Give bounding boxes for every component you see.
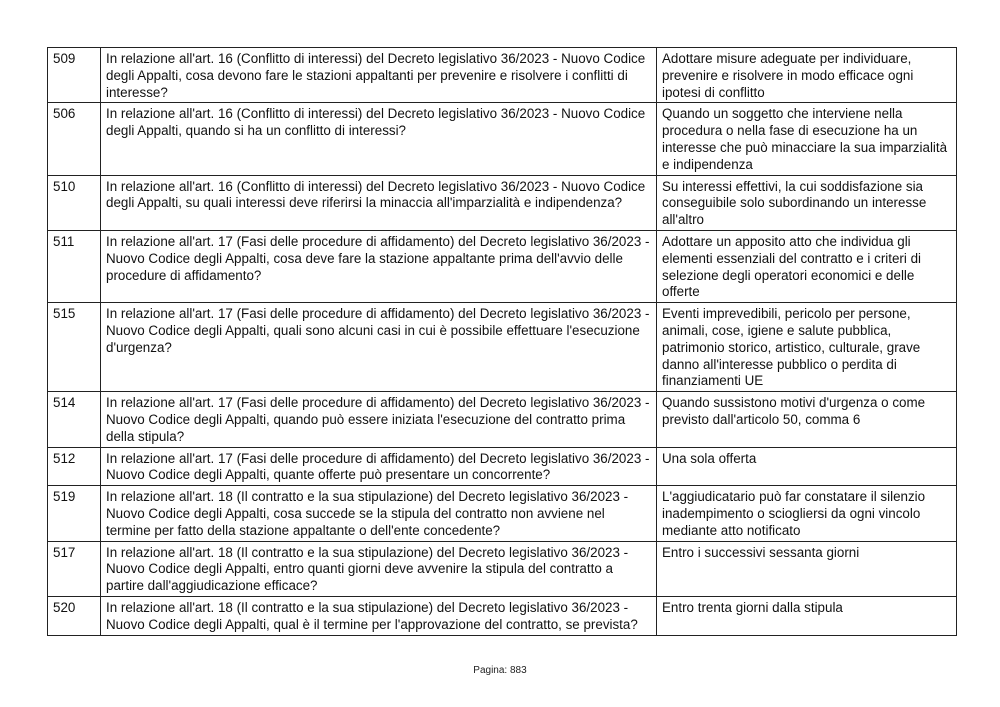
question-number: 510 — [48, 175, 101, 230]
question-number: 515 — [48, 303, 101, 392]
answer-text: Quando un soggetto che interviene nella procedura o nella fase di esecuzione ha un interesse che può minacciare la sua imparzialità e indipendenza — [657, 103, 957, 175]
table-row — [48, 447, 957, 486]
page-number: Pagina: 883 — [473, 665, 527, 676]
question-number: 514 — [48, 392, 101, 447]
answer-text: L'aggiudicatario può far constatare il silenzio inadempimento o sciogliersi da ogni vincolo mediante atto notificato — [657, 486, 957, 541]
table-row — [48, 596, 957, 635]
question-text: In relazione all'art. 18 (Il contratto e la sua stipulazione) del Decreto legislativo 36/2023 - Nuovo Codice degli Appalti, qual è il termine per l'approvazione del contratto, se prevista? — [101, 596, 657, 635]
table-row — [48, 103, 957, 175]
question-text: In relazione all'art. 17 (Fasi delle procedure di affidamento) del Decreto legislativo 36/2023 - Nuovo Codice degli Appalti, cosa deve fare la stazione appaltante prima dell'avvio delle procedure di affidamento? — [101, 230, 657, 302]
table-row — [48, 392, 957, 447]
question-number: 517 — [48, 541, 101, 596]
question-number: 520 — [48, 596, 101, 635]
answer-text: Eventi imprevedibili, pericolo per persone, animali, cose, igiene e salute pubblica, patrimonio storico, artistico, culturale, grave danno all'interesse pubblico o perdita di finanziamenti UE — [657, 303, 957, 392]
table-row — [48, 541, 957, 596]
question-text: In relazione all'art. 17 (Fasi delle procedure di affidamento) del Decreto legislativo 36/2023 - Nuovo Codice degli Appalti, quando può essere iniziata l'esecuzione del contratto prima della stipula? — [101, 392, 657, 447]
question-number: 511 — [48, 230, 101, 302]
questions-table — [47, 47, 957, 636]
question-text: In relazione all'art. 18 (Il contratto e la sua stipulazione) del Decreto legislativo 36/2023 - Nuovo Codice degli Appalti, cosa succede se la stipula del contratto non avviene nel termine per fatto della stazione appaltante o dell'ente concedente? — [101, 486, 657, 541]
table-row — [48, 230, 957, 302]
question-text: In relazione all'art. 16 (Conflitto di interessi) del Decreto legislativo 36/2023 - Nuovo Codice degli Appalti, quando si ha un conflitto di interessi? — [101, 103, 657, 175]
table-row — [48, 303, 957, 392]
question-text: In relazione all'art. 18 (Il contratto e la sua stipulazione) del Decreto legislativo 36/2023 - Nuovo Codice degli Appalti, entro quanti giorni deve avvenire la stipula del contratto a partire dall'aggiudicazione efficace? — [101, 541, 657, 596]
answer-text: Entro trenta giorni dalla stipula — [657, 596, 957, 635]
question-text: In relazione all'art. 17 (Fasi delle procedure di affidamento) del Decreto legislativo 36/2023 - Nuovo Codice degli Appalti, quali sono alcuni casi in cui è possibile effettuare l'esecuzione d'urgenza? — [101, 303, 657, 392]
table-row — [48, 48, 957, 103]
answer-text: Una sola offerta — [657, 447, 957, 486]
question-number: 512 — [48, 447, 101, 486]
questions-table-body — [48, 48, 957, 636]
answer-text: Adottare un apposito atto che individua gli elementi essenziali del contratto e i criteri di selezione degli operatori economici e delle offerte — [657, 230, 957, 302]
question-text: In relazione all'art. 16 (Conflitto di interessi) del Decreto legislativo 36/2023 - Nuovo Codice degli Appalti, cosa devono fare le stazioni appaltanti per prevenire e risolvere i conflitti di interesse? — [101, 48, 657, 103]
answer-text: Entro i successivi sessanta giorni — [657, 541, 957, 596]
table-row — [48, 486, 957, 541]
answer-text: Quando sussistono motivi d'urgenza o come previsto dall'articolo 50, comma 6 — [657, 392, 957, 447]
question-text: In relazione all'art. 17 (Fasi delle procedure di affidamento) del Decreto legislativo 36/2023 - Nuovo Codice degli Appalti, quante offerte può presentare un concorrente? — [101, 447, 657, 486]
answer-text: Adottare misure adeguate per individuare, prevenire e risolvere in modo efficace ogni ipotesi di conflitto — [657, 48, 957, 103]
answer-text: Su interessi effettivi, la cui soddisfazione sia conseguibile solo subordinando un interesse all'altro — [657, 175, 957, 230]
question-number: 506 — [48, 103, 101, 175]
question-number: 509 — [48, 48, 101, 103]
question-number: 519 — [48, 486, 101, 541]
question-text: In relazione all'art. 16 (Conflitto di interessi) del Decreto legislativo 36/2023 - Nuovo Codice degli Appalti, su quali interessi deve riferirsi la minaccia all'imparzialità e indipendenza? — [101, 175, 657, 230]
table-row — [48, 175, 957, 230]
